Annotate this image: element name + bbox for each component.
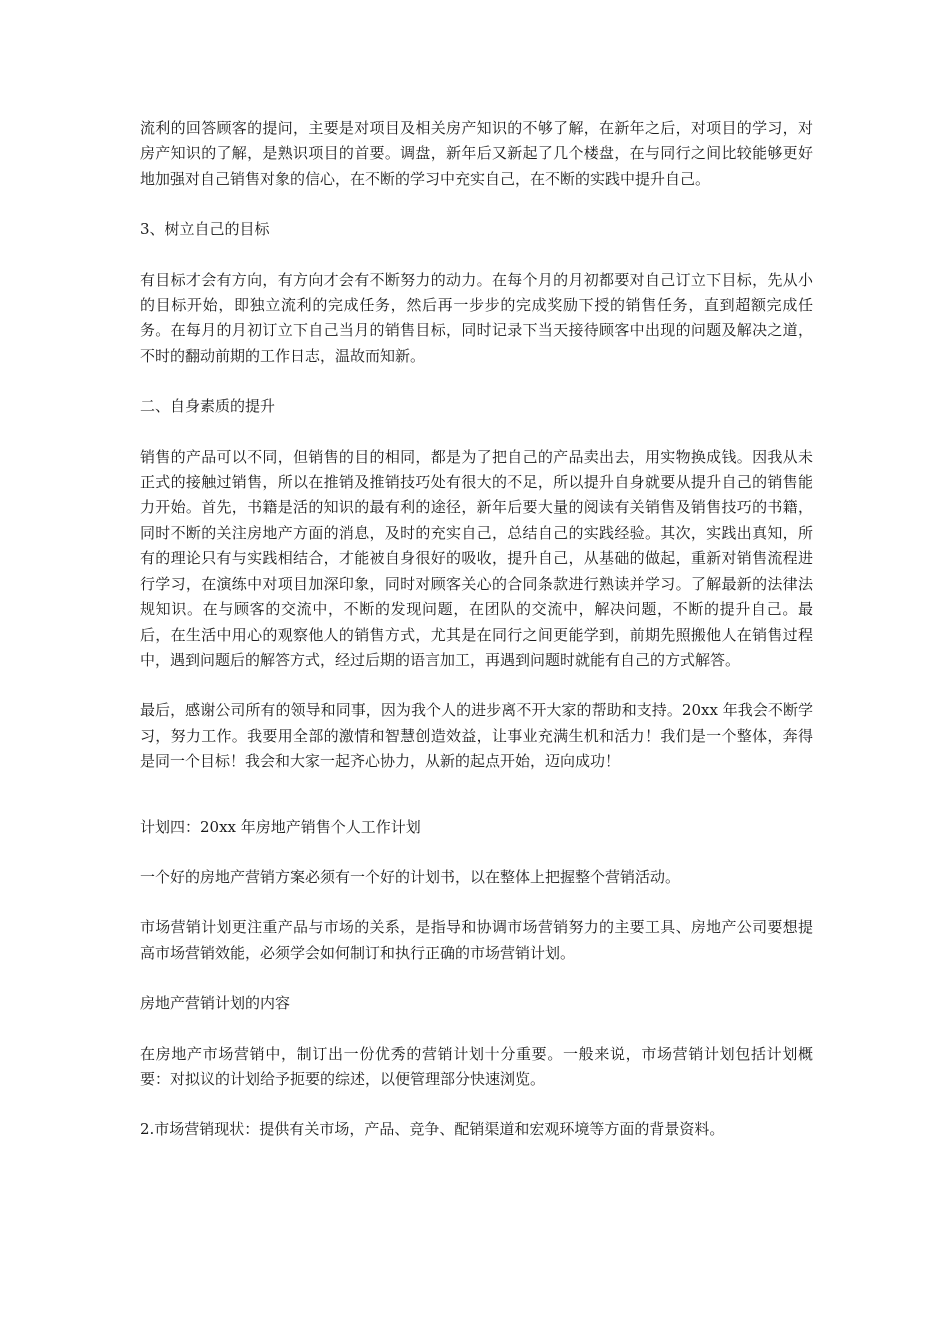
paragraph: 市场营销计划更注重产品与市场的关系，是指导和协调市场营销努力的主要工具、房地产公司要想提高市场营销效能，必须学会如何制订和执行正确的市场营销计划。 [140, 918, 813, 962]
paragraph: 一个好的房地产营销方案必须有一个好的计划书，以在整体上把握整个营销活动。 [140, 867, 681, 886]
paragraph: 在房地产市场营销中，制订出一份优秀的营销计划十分重要。一般来说，市场营销计划包括计划概要：对拟议的计划给予扼要的综述，以便管理部分快速浏览。 [140, 1044, 813, 1088]
section-heading: 3、树立自己的目标 [140, 220, 270, 239]
plan-title: 计划四：20xx 年房地产销售个人工作计划 [140, 817, 421, 836]
section-heading: 房地产营销计划的内容 [140, 994, 291, 1013]
paragraph: 有目标才会有方向，有方向才会有不断努力的动力。在每个月的月初都要对自己订立下目标，先从小的目标开始，即独立流利的完成任务，然后再一步步的完成奖励下授的销售任务，直到超额完成任务。在每月的月初订立下自己当月的销售目标，同时记录下当天接待顾客中出现的问题及解决之道，不时的翻动前期的工作日志，温故而知新。 [140, 270, 813, 365]
paragraph: 销售的产品可以不同，但销售的目的相同，都是为了把自己的产品卖出去，用实物换成钱。因我从未正式的接触过销售，所以在推销及推销技巧处有很大的不足，所以提升自身就要从提升自己的销售能力开始。首先，书籍是活的知识的最有利的途径，新年后要大量的阅读有关销售及销售技巧的书籍，同时不断的关注房地产方面的消息，及时的充实自己，总结自己的实践经验。其次，实践出真知，所有的理论只有与实践相结合，才能被自身很好的吸收，提升自己，从基础的做起，重新对销售流程进行学习，在演练中对项目加深印象，同时对顾客关心的合同条款进行熟读并学习。了解最新的法律法规知识。在与顾客的交流中，不断的发现问题，在团队的交流中，解决问题，不断的提升自己。最后，在生活中用心的观察他人的销售方式，尤其是在同行之间更能学到，前期先照搬他人在销售过程中，遇到问题后的解答方式，经过后期的语言加工，再遇到问题时就能有自己的方式解答。 [140, 447, 813, 669]
paragraph: 最后，感谢公司所有的领导和同事，因为我个人的进步离不开大家的帮助和支持。20xx 年我会不断学习，努力工作。我要用全部的激情和智慧创造效益，让事业充满生机和活力！我们是一个整体，奔得是同一个目标！我会和大家一起齐心协力，从新的起点开始，迈向成功！ [140, 701, 813, 771]
document-body [140, 116, 813, 1168]
paragraph: 流利的回答顾客的提问，主要是对项目及相关房产知识的不够了解，在新年之后，对项目的学习，对房产知识的了解，是熟识项目的首要。调盘，新年后又新起了几个楼盘，在与同行之间比较能够更好地加强对自己销售对象的信心，在不断的学习中充实自己，在不断的实践中提升自己。 [140, 119, 813, 188]
section-heading: 二、自身素质的提升 [140, 397, 276, 416]
list-item: 2.市场营销现状：提供有关市场，产品、竞争、配销渠道和宏观环境等方面的背景资料。 [140, 1120, 725, 1139]
